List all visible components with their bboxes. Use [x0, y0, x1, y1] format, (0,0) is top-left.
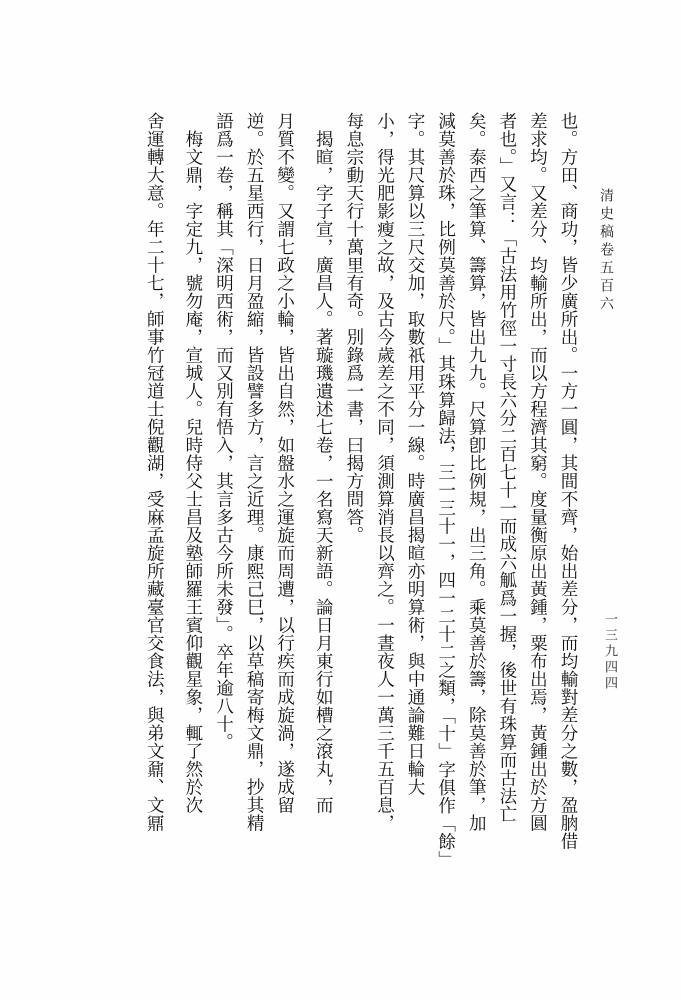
text-column: 揭暄，字子宣，廣昌人。著璇璣遺述七卷，一名寫天新語。論日月東行如槽之滾丸，而	[313, 130, 334, 814]
running-header: 清史稿卷五百六	[598, 188, 614, 314]
text-column: 小，得光肥影瘦之故，及古今歲差之不同，須測算消長以齊之。一晝夜人一萬三千五百息，	[374, 112, 395, 832]
text-column: 也。方田、商功，皆少廣所出。一方一圓，其間不齊，始出差分，而均輸對差分之數，盈朒借	[558, 112, 578, 850]
text-column: 字。其尺算以三尺交加，取數祇用平分一線。時廣昌揭暄亦明算術，與中通論難日輪大	[405, 112, 426, 796]
page-number: 一三九四四	[602, 612, 617, 692]
text-column: 舍運轉大意。年二十七，師事竹冠道士倪觀湖，受麻孟旋所藏臺官交食法，與弟文鼐、文鼏	[144, 112, 165, 832]
text-column: 者也。」又言：「古法用竹徑一寸長六分二百七十一而成六觚爲一握，後世有珠算而古法亡	[496, 112, 517, 824]
text-column: 減莫善於珠，比例莫善於尺。」其珠算歸法，三一三十一，四一二十二之類，「十」字俱作「餘」	[435, 112, 456, 869]
text-column: 矣。泰西之筆算、籌算，皆出九九。尺算卽比例規，出三角。乘莫善於籌，除莫善於筆，加	[466, 112, 487, 832]
text-column: 梅文鼎，字定九，號勿庵，宣城人。兒時侍父士昌及塾師羅王賓仰觀星象，輒了然於次	[182, 130, 203, 814]
vertical-body-text	[139, 112, 583, 892]
text-column: 月質不變。又謂七政之小輪，皆出自然，如盤水之運旋而周遭，以行疾而成旋渦，遂成留	[274, 112, 295, 814]
text-column: 語爲一卷，稱其「深明西術，而又別有悟入，其言多古今所未發」。卒年逾八十。	[213, 112, 234, 752]
text-column: 逆。於五星西行，日月盈縮，皆設譬多方，言之近理。康熙己巳，以草稿寄梅文鼎，抄其精	[244, 112, 265, 832]
text-column: 差求均。又差分、均輸所出，而以方程濟其窮。度量衡原出黃鍾，粟布出焉，黃鍾出於方圓	[527, 112, 548, 832]
text-column: 每息宗動天行十萬里有奇。別錄爲一書，曰揭方問答。	[343, 112, 364, 544]
